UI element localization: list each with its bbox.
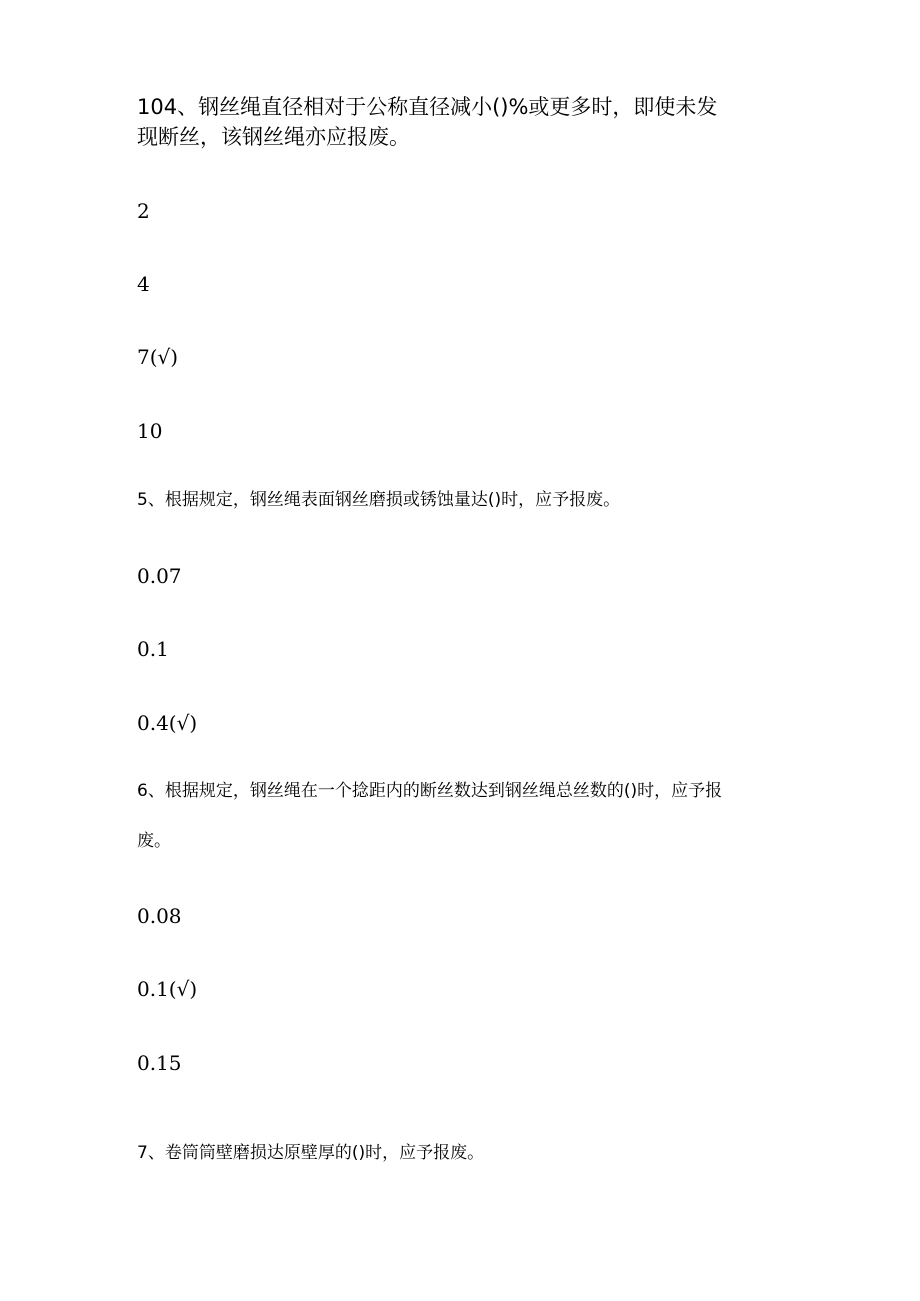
question-6-option-a: 0.08 [137,904,182,928]
question-5-option-c: 0.4(√) [137,711,198,735]
question-7-text: 7、卷筒筒壁磨损达原壁厚的()时，应予报废。 [137,1143,485,1163]
question-6-option-b: 0.1(√) [137,977,198,1001]
question-104-option-b: 4 [137,272,150,296]
question-104-option-c: 7(√) [137,345,179,369]
question-6-text-line-1: 6、根据规定，钢丝绳在一个捻距内的断丝数达到钢丝绳总丝数的()时，应予报 [137,781,723,801]
question-6-text-line-2: 废。 [137,831,171,851]
question-104-text-line-1: 104、钢丝绳直径相对于公称直径减小()%或更多时，即使未发 [137,95,718,119]
question-5-text: 5、根据规定，钢丝绳表面钢丝磨损或锈蚀量达()时，应予报废。 [137,490,621,510]
question-5-option-b: 0.1 [137,637,169,661]
question-104-text-line-2: 现断丝，该钢丝绳亦应报废。 [137,125,410,149]
question-5-option-a: 0.07 [137,564,182,588]
question-104-option-d: 10 [137,419,163,443]
question-104-option-a: 2 [137,199,150,223]
question-6-option-c: 0.15 [137,1051,182,1075]
